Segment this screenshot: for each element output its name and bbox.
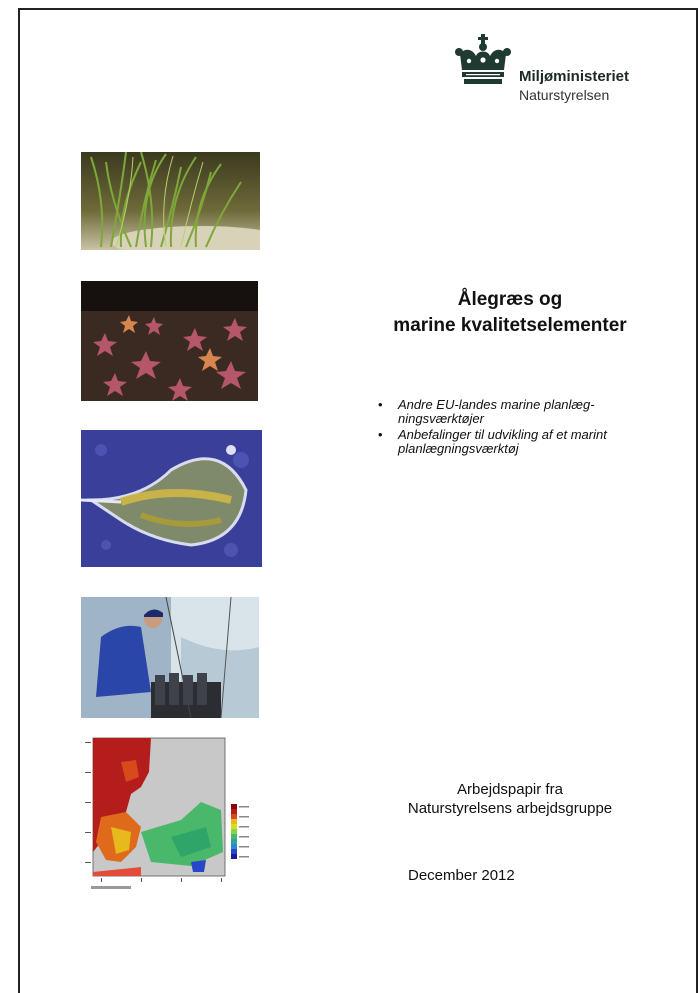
working-paper-line-2: Naturstyrelsens arbejdsgruppe — [407, 800, 613, 817]
list-item: • Andre EU-landes marine planlæg-ningsværktøjer — [378, 398, 678, 426]
model-map-figure — [81, 732, 263, 894]
publication-date: December 2012 — [408, 867, 515, 884]
ministry-name: Miljøministeriet — [519, 68, 630, 85]
starfish-photo — [81, 281, 258, 401]
title-line-2: marine kvalitetselementer — [393, 315, 627, 336]
agency-name: Naturstyrelsen — [519, 87, 610, 103]
crown-icon — [454, 34, 512, 86]
topic-list — [378, 398, 678, 458]
sampling-photo — [81, 597, 259, 718]
working-paper-note — [360, 780, 660, 818]
working-paper-line-1: Arbejdspapir fra — [457, 781, 563, 798]
title-line-1: Ålegræs og — [457, 289, 563, 310]
plankton-photo — [81, 430, 262, 567]
top-edge — [0, 0, 700, 8]
list-item: • Anbefalinger til udvikling af et marint planlægningsværktøj — [378, 428, 678, 456]
document-title — [340, 287, 680, 339]
eelgrass-photo — [81, 152, 260, 250]
